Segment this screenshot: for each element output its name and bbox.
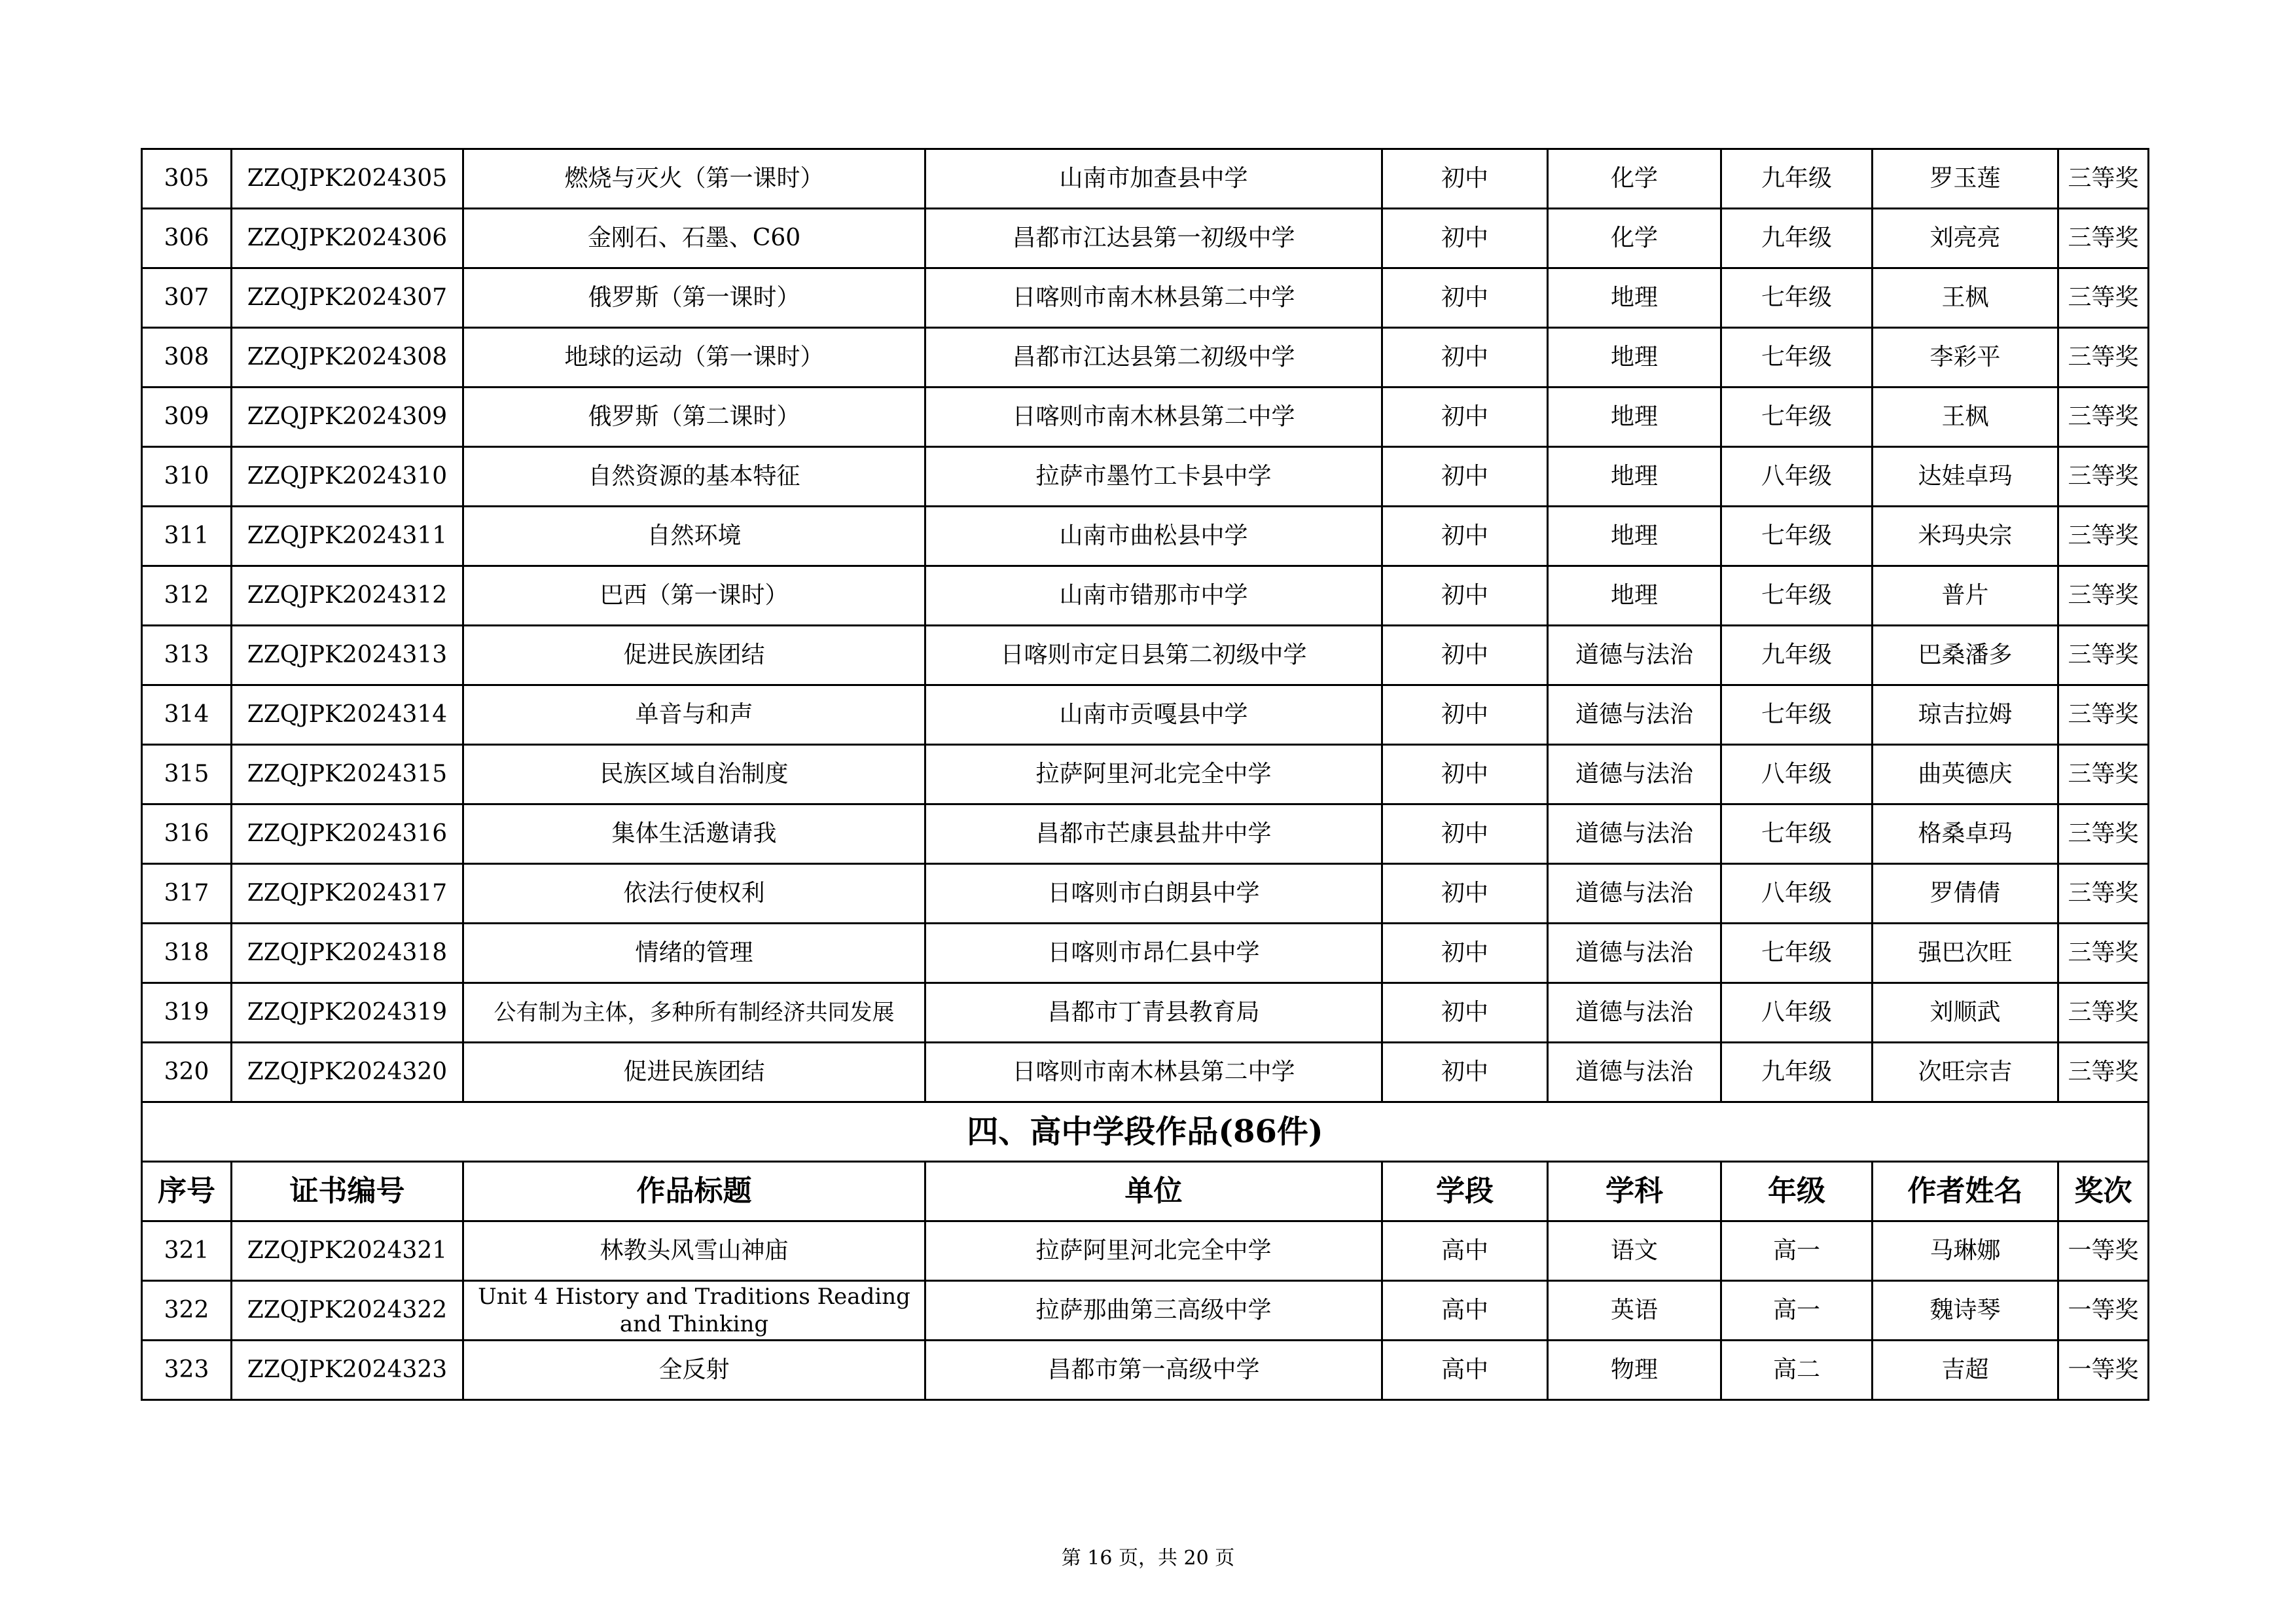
cell-grade: 七年级 — [1721, 685, 1873, 745]
cell-certificate-no: ZZQJPK2024315 — [232, 745, 463, 804]
table-header-row — [142, 1162, 2149, 1221]
cell-certificate-no: ZZQJPK2024321 — [232, 1221, 463, 1281]
cell-index: 323 — [142, 1341, 232, 1400]
cell-subject: 物理 — [1548, 1341, 1721, 1400]
cell-author: 格桑卓玛 — [1873, 804, 2058, 864]
cell-stage: 初中 — [1382, 566, 1548, 626]
cell-stage: 初中 — [1382, 447, 1548, 507]
cell-grade: 七年级 — [1721, 924, 1873, 983]
cell-index: 314 — [142, 685, 232, 745]
cell-grade: 九年级 — [1721, 149, 1873, 209]
cell-stage: 初中 — [1382, 149, 1548, 209]
cell-award: 三等奖 — [2058, 804, 2149, 864]
table-row — [142, 1281, 2149, 1341]
cell-work-title: 燃烧与灭火（第一课时） — [463, 149, 925, 209]
cell-certificate-no: ZZQJPK2024312 — [232, 566, 463, 626]
cell-award: 三等奖 — [2058, 328, 2149, 388]
cell-work-title: 地球的运动（第一课时） — [463, 328, 925, 388]
cell-stage: 高中 — [1382, 1281, 1548, 1341]
table-row — [142, 864, 2149, 924]
cell-stage: 初中 — [1382, 268, 1548, 328]
cell-unit: 山南市加查县中学 — [925, 149, 1382, 209]
cell-grade: 七年级 — [1721, 566, 1873, 626]
header-author: 作者姓名 — [1873, 1162, 2058, 1221]
cell-award: 三等奖 — [2058, 566, 2149, 626]
page-footer: 第 16 页，共 20 页 — [1061, 1547, 1235, 1570]
cell-subject: 化学 — [1548, 209, 1721, 268]
cell-unit: 昌都市第一高级中学 — [925, 1341, 1382, 1400]
cell-grade: 七年级 — [1721, 804, 1873, 864]
cell-stage: 高中 — [1382, 1341, 1548, 1400]
cell-unit: 拉萨阿里河北完全中学 — [925, 745, 1382, 804]
cell-author: 吉超 — [1873, 1341, 2058, 1400]
header-award: 奖次 — [2058, 1162, 2149, 1221]
cell-index: 310 — [142, 447, 232, 507]
cell-grade: 九年级 — [1721, 209, 1873, 268]
table-body-high-school — [142, 1221, 2149, 1400]
cell-unit: 日喀则市定日县第二初级中学 — [925, 626, 1382, 685]
cell-stage: 初中 — [1382, 804, 1548, 864]
cell-subject: 化学 — [1548, 149, 1721, 209]
awards-table — [141, 148, 2149, 1401]
cell-unit: 日喀则市白朗县中学 — [925, 864, 1382, 924]
cell-author: 达娃卓玛 — [1873, 447, 2058, 507]
cell-stage: 初中 — [1382, 1043, 1548, 1102]
cell-subject: 语文 — [1548, 1221, 1721, 1281]
header-grade: 年级 — [1721, 1162, 1873, 1221]
cell-work-title: 促进民族团结 — [463, 626, 925, 685]
cell-certificate-no: ZZQJPK2024318 — [232, 924, 463, 983]
cell-award: 三等奖 — [2058, 685, 2149, 745]
header-work-title: 作品标题 — [463, 1162, 925, 1221]
cell-grade: 七年级 — [1721, 507, 1873, 566]
cell-unit: 拉萨那曲第三高级中学 — [925, 1281, 1382, 1341]
cell-grade: 高一 — [1721, 1281, 1873, 1341]
cell-award: 三等奖 — [2058, 626, 2149, 685]
cell-certificate-no: ZZQJPK2024305 — [232, 149, 463, 209]
cell-subject: 道德与法治 — [1548, 745, 1721, 804]
cell-work-title: 全反射 — [463, 1341, 925, 1400]
cell-grade: 高一 — [1721, 1221, 1873, 1281]
cell-work-title: 俄罗斯（第二课时） — [463, 388, 925, 447]
cell-grade: 七年级 — [1721, 388, 1873, 447]
cell-author: 马琳娜 — [1873, 1221, 2058, 1281]
table-row — [142, 447, 2149, 507]
cell-subject: 道德与法治 — [1548, 1043, 1721, 1102]
cell-certificate-no: ZZQJPK2024314 — [232, 685, 463, 745]
cell-grade: 高二 — [1721, 1341, 1873, 1400]
header-stage: 学段 — [1382, 1162, 1548, 1221]
cell-subject: 道德与法治 — [1548, 983, 1721, 1043]
cell-work-title: 单音与和声 — [463, 685, 925, 745]
table-row — [142, 1341, 2149, 1400]
cell-work-title: 依法行使权利 — [463, 864, 925, 924]
table-row — [142, 388, 2149, 447]
cell-subject: 地理 — [1548, 268, 1721, 328]
cell-stage: 初中 — [1382, 924, 1548, 983]
cell-work-title: 金刚石、石墨、C60 — [463, 209, 925, 268]
cell-author: 刘亮亮 — [1873, 209, 2058, 268]
cell-index: 319 — [142, 983, 232, 1043]
cell-index: 316 — [142, 804, 232, 864]
cell-unit: 昌都市江达县第一初级中学 — [925, 209, 1382, 268]
cell-author: 强巴次旺 — [1873, 924, 2058, 983]
table-row — [142, 685, 2149, 745]
table-row — [142, 1221, 2149, 1281]
cell-work-title: 民族区域自治制度 — [463, 745, 925, 804]
cell-certificate-no: ZZQJPK2024323 — [232, 1341, 463, 1400]
cell-subject: 地理 — [1548, 447, 1721, 507]
cell-work-title: Unit 4 History and Traditions Reading and Thinking — [463, 1281, 925, 1341]
cell-stage: 初中 — [1382, 507, 1548, 566]
cell-work-title: 俄罗斯（第一课时） — [463, 268, 925, 328]
cell-index: 313 — [142, 626, 232, 685]
cell-grade: 八年级 — [1721, 745, 1873, 804]
cell-award: 一等奖 — [2058, 1341, 2149, 1400]
table-row — [142, 983, 2149, 1043]
cell-award: 三等奖 — [2058, 924, 2149, 983]
cell-certificate-no: ZZQJPK2024319 — [232, 983, 463, 1043]
cell-author: 李彩平 — [1873, 328, 2058, 388]
cell-work-title: 情绪的管理 — [463, 924, 925, 983]
cell-certificate-no: ZZQJPK2024320 — [232, 1043, 463, 1102]
cell-index: 305 — [142, 149, 232, 209]
cell-certificate-no: ZZQJPK2024317 — [232, 864, 463, 924]
table-body-middle-school — [142, 149, 2149, 1102]
header-certificate-no: 证书编号 — [232, 1162, 463, 1221]
cell-grade: 八年级 — [1721, 983, 1873, 1043]
cell-certificate-no: ZZQJPK2024308 — [232, 328, 463, 388]
cell-unit: 山南市错那市中学 — [925, 566, 1382, 626]
cell-author: 魏诗琴 — [1873, 1281, 2058, 1341]
cell-index: 315 — [142, 745, 232, 804]
table-row — [142, 268, 2149, 328]
cell-unit: 拉萨阿里河北完全中学 — [925, 1221, 1382, 1281]
cell-award: 三等奖 — [2058, 1043, 2149, 1102]
cell-index: 306 — [142, 209, 232, 268]
cell-unit: 日喀则市昂仁县中学 — [925, 924, 1382, 983]
cell-award: 三等奖 — [2058, 149, 2149, 209]
cell-author: 次旺宗吉 — [1873, 1043, 2058, 1102]
cell-grade: 七年级 — [1721, 268, 1873, 328]
cell-stage: 初中 — [1382, 864, 1548, 924]
cell-award: 三等奖 — [2058, 447, 2149, 507]
cell-subject: 道德与法治 — [1548, 804, 1721, 864]
cell-certificate-no: ZZQJPK2024307 — [232, 268, 463, 328]
cell-stage: 初中 — [1382, 745, 1548, 804]
cell-author: 王枫 — [1873, 388, 2058, 447]
cell-stage: 初中 — [1382, 209, 1548, 268]
cell-author: 刘顺武 — [1873, 983, 2058, 1043]
cell-author: 罗玉莲 — [1873, 149, 2058, 209]
cell-unit: 日喀则市南木林县第二中学 — [925, 268, 1382, 328]
cell-subject: 地理 — [1548, 507, 1721, 566]
cell-subject: 地理 — [1548, 566, 1721, 626]
cell-award: 三等奖 — [2058, 209, 2149, 268]
cell-unit: 拉萨市墨竹工卡县中学 — [925, 447, 1382, 507]
table-row — [142, 626, 2149, 685]
table-row — [142, 149, 2149, 209]
cell-stage: 初中 — [1382, 388, 1548, 447]
cell-work-title: 自然环境 — [463, 507, 925, 566]
table-row — [142, 1043, 2149, 1102]
cell-author: 普片 — [1873, 566, 2058, 626]
cell-work-title: 公有制为主体，多种所有制经济共同发展 — [463, 983, 925, 1043]
cell-subject: 道德与法治 — [1548, 864, 1721, 924]
cell-index: 317 — [142, 864, 232, 924]
cell-certificate-no: ZZQJPK2024313 — [232, 626, 463, 685]
cell-unit: 日喀则市南木林县第二中学 — [925, 1043, 1382, 1102]
cell-subject: 英语 — [1548, 1281, 1721, 1341]
cell-author: 王枫 — [1873, 268, 2058, 328]
cell-subject: 地理 — [1548, 328, 1721, 388]
cell-index: 312 — [142, 566, 232, 626]
cell-grade: 七年级 — [1721, 328, 1873, 388]
cell-unit: 昌都市江达县第二初级中学 — [925, 328, 1382, 388]
cell-work-title: 集体生活邀请我 — [463, 804, 925, 864]
cell-index: 311 — [142, 507, 232, 566]
cell-author: 巴桑潘多 — [1873, 626, 2058, 685]
cell-author: 琼吉拉姆 — [1873, 685, 2058, 745]
cell-subject: 道德与法治 — [1548, 626, 1721, 685]
cell-subject: 道德与法治 — [1548, 685, 1721, 745]
cell-award: 三等奖 — [2058, 864, 2149, 924]
table-row — [142, 745, 2149, 804]
cell-work-title: 自然资源的基本特征 — [463, 447, 925, 507]
cell-unit: 日喀则市南木林县第二中学 — [925, 388, 1382, 447]
cell-certificate-no: ZZQJPK2024316 — [232, 804, 463, 864]
cell-index: 320 — [142, 1043, 232, 1102]
cell-certificate-no: ZZQJPK2024310 — [232, 447, 463, 507]
cell-grade: 八年级 — [1721, 864, 1873, 924]
cell-index: 321 — [142, 1221, 232, 1281]
header-unit: 单位 — [925, 1162, 1382, 1221]
cell-certificate-no: ZZQJPK2024306 — [232, 209, 463, 268]
cell-index: 318 — [142, 924, 232, 983]
header-index: 序号 — [142, 1162, 232, 1221]
cell-author: 米玛央宗 — [1873, 507, 2058, 566]
cell-index: 322 — [142, 1281, 232, 1341]
cell-unit: 昌都市芒康县盐井中学 — [925, 804, 1382, 864]
table-row — [142, 328, 2149, 388]
cell-award: 三等奖 — [2058, 388, 2149, 447]
cell-award: 三等奖 — [2058, 745, 2149, 804]
cell-stage: 初中 — [1382, 685, 1548, 745]
cell-unit: 山南市贡嘎县中学 — [925, 685, 1382, 745]
cell-unit: 山南市曲松县中学 — [925, 507, 1382, 566]
cell-stage: 初中 — [1382, 328, 1548, 388]
cell-award: 三等奖 — [2058, 983, 2149, 1043]
cell-index: 309 — [142, 388, 232, 447]
cell-stage: 初中 — [1382, 626, 1548, 685]
table-row — [142, 209, 2149, 268]
header-subject: 学科 — [1548, 1162, 1721, 1221]
cell-author: 罗倩倩 — [1873, 864, 2058, 924]
cell-grade: 九年级 — [1721, 626, 1873, 685]
table-row — [142, 507, 2149, 566]
table-row — [142, 924, 2149, 983]
cell-certificate-no: ZZQJPK2024309 — [232, 388, 463, 447]
cell-award: 一等奖 — [2058, 1221, 2149, 1281]
cell-work-title: 巴西（第一课时） — [463, 566, 925, 626]
cell-award: 三等奖 — [2058, 507, 2149, 566]
table-row — [142, 804, 2149, 864]
section-title-row — [142, 1102, 2149, 1162]
cell-certificate-no: ZZQJPK2024322 — [232, 1281, 463, 1341]
cell-grade: 九年级 — [1721, 1043, 1873, 1102]
cell-stage: 初中 — [1382, 983, 1548, 1043]
cell-award: 一等奖 — [2058, 1281, 2149, 1341]
cell-index: 308 — [142, 328, 232, 388]
cell-work-title: 促进民族团结 — [463, 1043, 925, 1102]
cell-subject: 道德与法治 — [1548, 924, 1721, 983]
cell-unit: 昌都市丁青县教育局 — [925, 983, 1382, 1043]
cell-award: 三等奖 — [2058, 268, 2149, 328]
cell-subject: 地理 — [1548, 388, 1721, 447]
cell-certificate-no: ZZQJPK2024311 — [232, 507, 463, 566]
cell-stage: 高中 — [1382, 1221, 1548, 1281]
cell-index: 307 — [142, 268, 232, 328]
cell-work-title: 林教头风雪山神庙 — [463, 1221, 925, 1281]
cell-author: 曲英德庆 — [1873, 745, 2058, 804]
table-row — [142, 566, 2149, 626]
section-title: 四、高中学段作品(86件) — [142, 1102, 2149, 1162]
cell-grade: 八年级 — [1721, 447, 1873, 507]
